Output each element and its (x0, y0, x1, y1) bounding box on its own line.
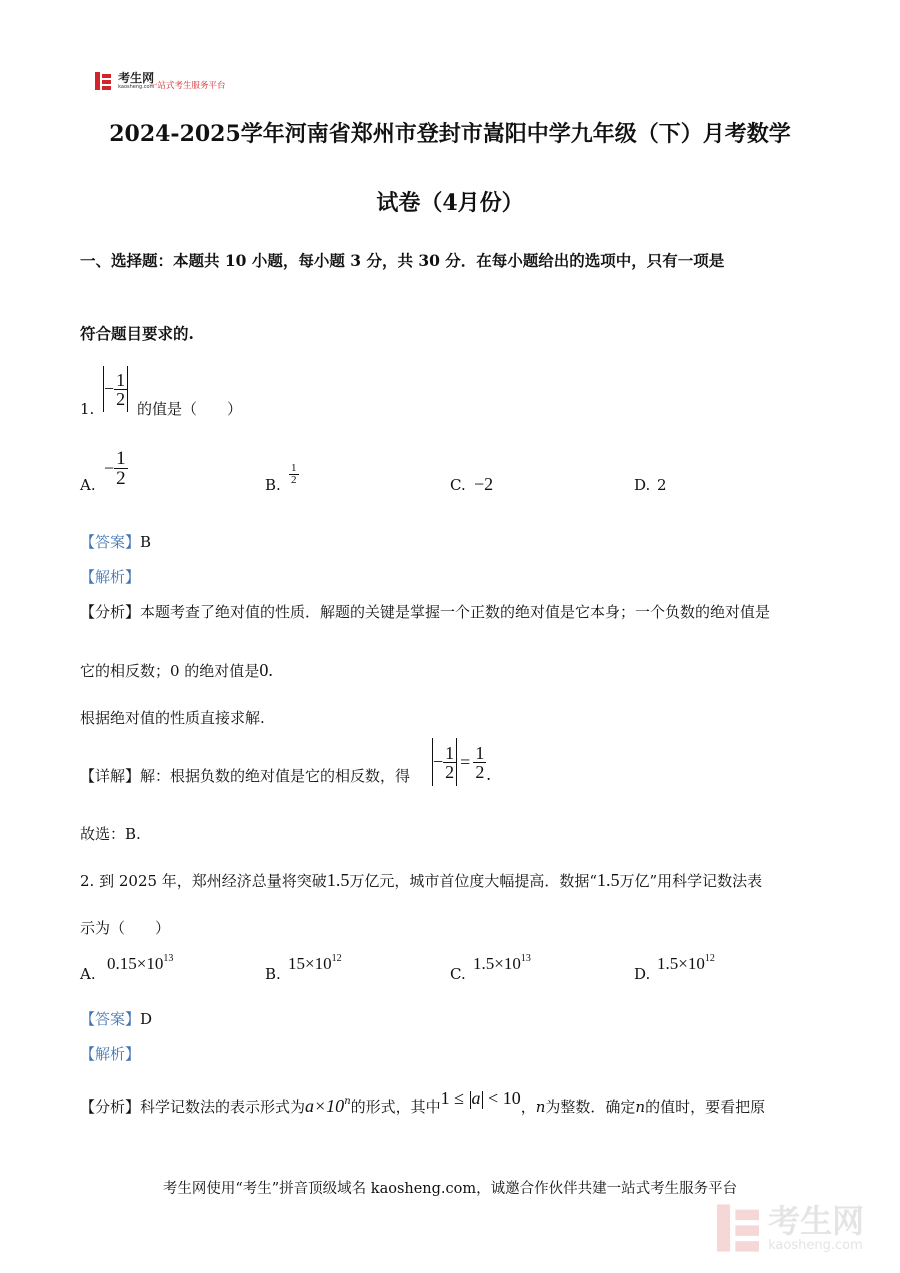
q1-choose: 故选：B. (80, 825, 141, 843)
logo-domain: kaosheng.com (118, 84, 155, 90)
logo-text: 考生网 (118, 71, 155, 85)
q2-answer: 【答案】D (80, 1010, 153, 1028)
q2-stem-line1: 2. 到 2025 年，郑州经济总量将突破1.5万亿元，城市首位度大幅提高．数据“1.5万亿”用科学记数法表 (80, 870, 763, 890)
header-slogan: 一站式考生服务平台 (149, 81, 226, 91)
q2-option-c-value: $1.5\times 10^{13}$ (473, 953, 531, 973)
q1-option-c-value: −2 (474, 474, 494, 494)
q1-line3: 根据绝对值的性质直接求解. (80, 709, 265, 727)
q2-option-d-value: $1.5\times 10^{12}$ (657, 953, 715, 973)
q1-detail-equation: − $\frac{1}{2}$ = $\frac{1}{2}$ . (432, 738, 491, 786)
q1-number: 1. (80, 400, 95, 418)
q1-option-b-value: $\frac{1}{2}$ (291, 462, 297, 486)
watermark-logo-icon (717, 1203, 759, 1253)
q2-fenxi: 【分析】科学记数法的表示形式为$a\times 10^n$的形式，其中1 ≤ a < 10，n为整数．确定n的值时，要看把原 (80, 1088, 766, 1116)
watermark-domain: kaosheng.com (768, 1238, 863, 1253)
q1-option-a-label: A. (80, 476, 96, 494)
q1-option-d-label: D. (634, 476, 651, 494)
q1-stem: 的值是（ ） (137, 400, 243, 418)
logo-icon (95, 72, 111, 90)
section-heading-line1: 一、选择题：本题共 10 小题，每小题 3 分，共 30 分．在每小题给出的选项中，只有一项是 (80, 251, 725, 270)
watermark-text: 考生网 (768, 1202, 865, 1240)
q2-analysis-tag: 【解析】 (80, 1045, 141, 1063)
q2-option-d-label: D. (634, 965, 651, 983)
q2-option-c-label: C. (450, 965, 466, 983)
footer-watermark (717, 1203, 864, 1253)
q1-answer: 【答案】B (80, 533, 152, 551)
q2-option-a-label: A. (80, 965, 96, 983)
q1-abs-expression: − $\frac{1}{2}$ (103, 366, 128, 412)
section-heading-line2: 符合题目要求的. (80, 324, 194, 343)
q1-option-a-value: − $\frac{1}{2}$ (104, 448, 126, 489)
q1-analysis-tag: 【解析】 (80, 568, 141, 586)
q1-detail: 【详解】解：根据负数的绝对值是它的相反数，得 (80, 767, 411, 785)
q2-option-b-label: B. (265, 965, 281, 983)
q2-stem-line2: 示为（ ） (80, 919, 171, 937)
q1-fenxi-line2: 它的相反数；0 的绝对值是0. (80, 660, 273, 680)
header-logo[interactable] (95, 72, 155, 91)
footer-text: 考生网使用“考生”拼音顶级域名 kaosheng.com，诚邀合作伙伴共建一站式考生服务平台 (162, 1181, 738, 1197)
page-title-line2: 试卷（4月份） (376, 190, 524, 216)
q2-option-b-value: $15\times 10^{12}$ (288, 953, 342, 973)
q1-option-c-label: C. (450, 476, 466, 494)
page-title-line1: 2024-2025学年河南省郑州市登封市嵩阳中学九年级（下）月考数学 (109, 121, 791, 147)
q1-option-d-value: 2 (657, 476, 667, 494)
q2-option-a-value: $0.15\times 10^{13}$ (107, 953, 174, 973)
q1-option-b-label: B. (265, 476, 281, 494)
q1-fenxi-line1: 【分析】本题考查了绝对值的性质．解题的关键是掌握一个正数的绝对值是它本身；一个负数的绝对值是 (80, 603, 771, 621)
